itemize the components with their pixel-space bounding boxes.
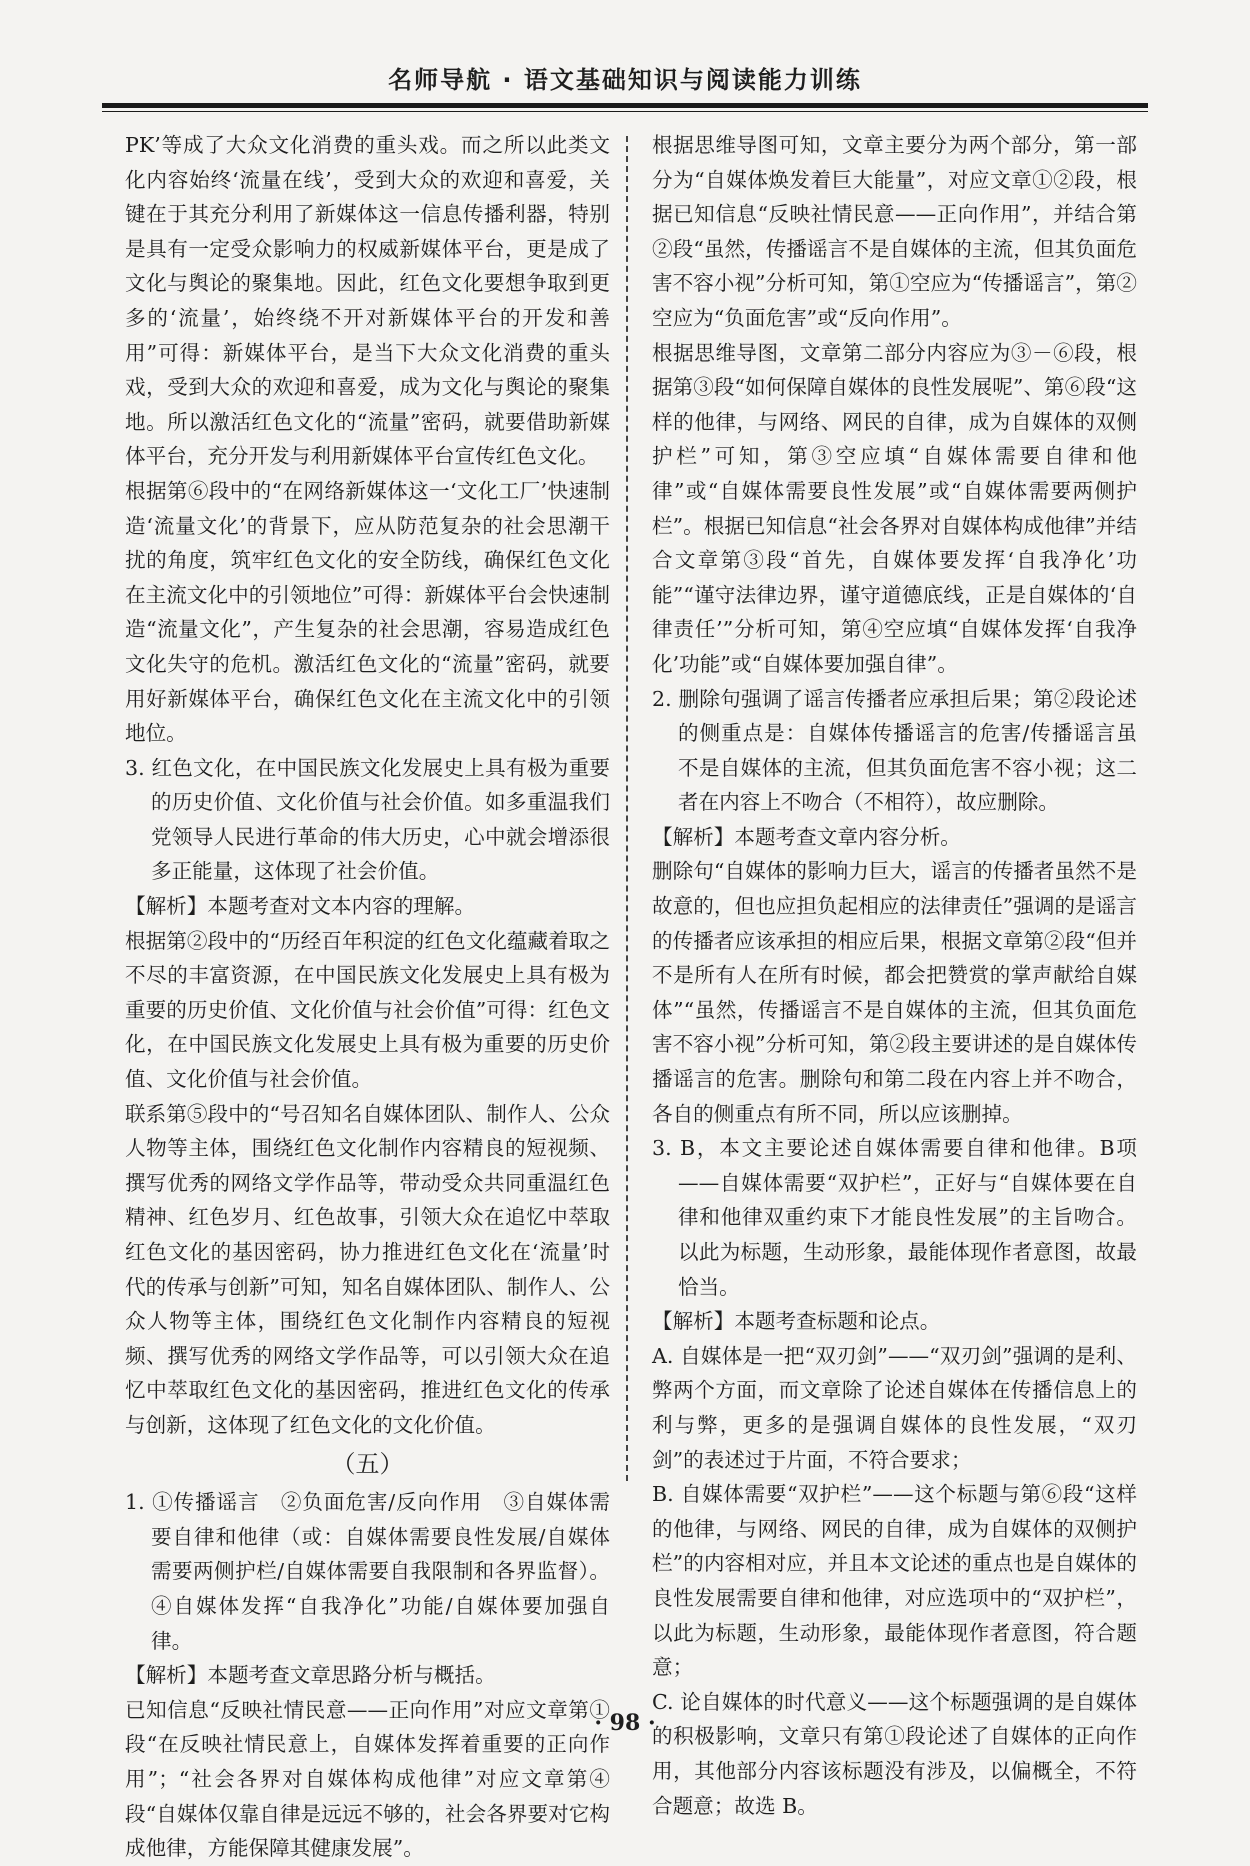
section-heading: （五） [331,1449,404,1478]
option-analysis: B. 自媒体需要“双护栏”——这个标题与第⑥段“这样的他律，与网络、网民的自律，成为自媒体的双侧护栏”的内容相对应，并且本文论述的重点也是自媒体的良性发展需要自律和他律，对应选项中的“双护栏”，以此为标题，生动形象，最能体现作者意图，符合题意； [652,1482,1137,1680]
paragraph: 根据第②段中的“历经百年积淀的红色文化蕴藏着取之不尽的丰富资源，在中国民族文化发展史上具有极为重要的历史价值、文化价值与社会价值”可得：红色文化，在中国民族文化发展史上具有极为重要的历史价值、文化价值与社会价值。 [125,928,610,1092]
column-divider [626,136,628,1481]
header-rule-thick [102,103,1148,108]
paragraph: 联系第⑤段中的“号召知名自媒体团队、制作人、公众人物等主体，围绕红色文化制作内容精良的短视频、撰写优秀的网络文学作品等，带动受众共同重温红色精神、红色岁月、红色故事，引领大众在追忆中萃取红色文化的基因密码，协力推进红色文化在‘流量’时代的传承与创新”可知，知名自媒体团队、制作人、公众人物等主体，围绕红色文化制作内容精良的短视频、撰写优秀的网络文学作品等，可以引领大众在追忆中萃取红色文化的基因密码，推进红色文化的传承与创新，这体现了红色文化的文化价值。 [125,1101,610,1437]
paragraph: 根据思维导图，文章第二部分内容应为③－⑥段，根据第③段“如何保障自媒体的良性发展呢”、第⑥段“这样的他律，与网络、网民的自律，成为自媒体的双侧护栏”可知，第③空应填“自媒体需要自律和他律”或“自媒体需要良性发展”或“自媒体需要两侧护栏”。根据已知信息“社会各界对自媒体构成他律”并结合文章第③段“首先，自媒体要发挥‘自我净化’功能”“谨守法律边界，谨守道德底线，正是自媒体的‘自律责任’”分析可知，第④空应填“自媒体发挥‘自我净化’功能”或“自媒体要加强自律”。 [652,340,1137,676]
running-header: 名师导航 · 语文基础知识与阅读能力训练 [388,66,862,94]
page-number: · 98 · [594,1710,656,1736]
left-column [125,128,610,1866]
option-analysis: C. 论自媒体的时代意义——这个标题强调的是自媒体的积极影响，文章只有第①段论述了自媒体的正向作用，其他部分内容该标题没有涉及，以偏概全，不符合题意；故选 B。 [652,1689,1137,1818]
paragraph: 删除句“自媒体的影响力巨大，谣言的传播者虽然不是故意的，但也应担负起相应的法律责任”强调的是谣言的传播者应该承担的相应后果，根据文章第②段“但并不是所有人在所有时候，都会把赞赏的掌声献给自媒体”“虽然，传播谣言不是自媒体的主流，但其负面危害不容小视”分析可知，第②段主要讲述的是自媒体传播谣言的危害。删除句和第二段在内容上并不吻合，各自的侧重点有所不同，所以应该删掉。 [652,859,1137,1126]
paragraph: PK’等成了大众文化消费的重头戏。而之所以此类文化内容始终‘流量在线’，受到大众的欢迎和喜爱，关键在于其充分利用了新媒体这一信息传播利器，特别是具有一定受众影响力的权威新媒体平台，更是成了文化与舆论的聚集地。因此，红色文化要想争取到更多的‘流量’，始终绕不开对新媒体平台的开发和善用”可得：新媒体平台，是当下大众文化消费的重头戏，受到大众的欢迎和喜爱，成为文化与舆论的聚集地。所以激活红色文化的“流量”密码，就要借助新媒体平台，充分开发与利用新媒体平台宣传红色文化。 [125,133,610,469]
analysis-label: 【解析】本题考查文章内容分析。 [652,824,961,849]
paragraph: 已知信息“反映社情民意——正向作用”对应文章第①段“在反映社情民意上，自媒体发挥着重要的正向作用”；“社会各界对自媒体构成他律”对应文章第④段“自媒体仅靠自律是远远不够的，社会各界要对它构成他律，方能保障其健康发展”。 [125,1697,610,1861]
analysis-label: 【解析】本题考查文章思路分析与概括。 [125,1663,496,1688]
answer-item: 1. ①传播谣言 ②负面危害/反向作用 ③自媒体需要自律和他律（或：自媒体需要良性发展/自媒体需要两侧护栏/自媒体需要自我限制和各界监督）。④自媒体发挥“自我净化”功能/自媒体要加强自律。 [125,1490,610,1653]
header-rule-thin [102,111,1148,112]
paragraph: 根据第⑥段中的“在网络新媒体这一‘文化工厂’快速制造‘流量文化’的背景下，应从防范复杂的社会思潮干扰的角度，筑牢红色文化的安全防线，确保红色文化在主流文化中的引领地位”可得：新媒体平台会快速制造“流量文化”，产生复杂的社会思潮，容易造成红色文化失守的危机。激活红色文化的“流量”密码，就要用好新媒体平台，确保红色文化在主流文化中的引领地位。 [125,478,610,746]
answer-item: 3. 红色文化，在中国民族文化发展史上具有极为重要的历史价值、文化价值与社会价值。如多重温我们党领导人民进行革命的伟大历史，心中就会增添很多正能量，这体现了社会价值。 [125,755,610,884]
answer-item: 3. B，本文主要论述自媒体需要自律和他律。B项——自媒体需要“双护栏”，正好与“自媒体要在自律和他律双重约束下才能良性发展”的主旨吻合。以此为标题，生动形象，最能体现作者意图，故最恰当。 [652,1136,1137,1299]
analysis-label: 【解析】本题考查标题和论点。 [652,1309,941,1334]
analysis-label: 【解析】本题考查对文本内容的理解。 [125,894,476,919]
paragraph: 根据思维导图可知，文章主要分为两个部分，第一部分为“自媒体焕发着巨大能量”，对应文章①②段，根据已知信息“反映社情民意——正向作用”，并结合第②段“虽然，传播谣言不是自媒体的主流，但其负面危害不容小视”分析可知，第①空应为“传播谣言”，第②空应为“负面危害”或“反向作用”。 [652,133,1137,330]
option-analysis: A. 自媒体是一把“双刃剑”——“双刃剑”强调的是利、弊两个方面，而文章除了论述自媒体在传播信息上的利与弊，更多的是强调自媒体的良性发展，“双刃剑”的表述过于片面，不符合要求； [652,1343,1137,1472]
answer-item: 2. 删除句强调了谣言传播者应承担后果；第②段论述的侧重点是：自媒体传播谣言的危害/传播谣言虽不是自媒体的主流，但其负面危害不容小视；这二者在内容上不吻合（不相符），故应删除。 [652,686,1137,815]
right-column [652,128,1137,1823]
